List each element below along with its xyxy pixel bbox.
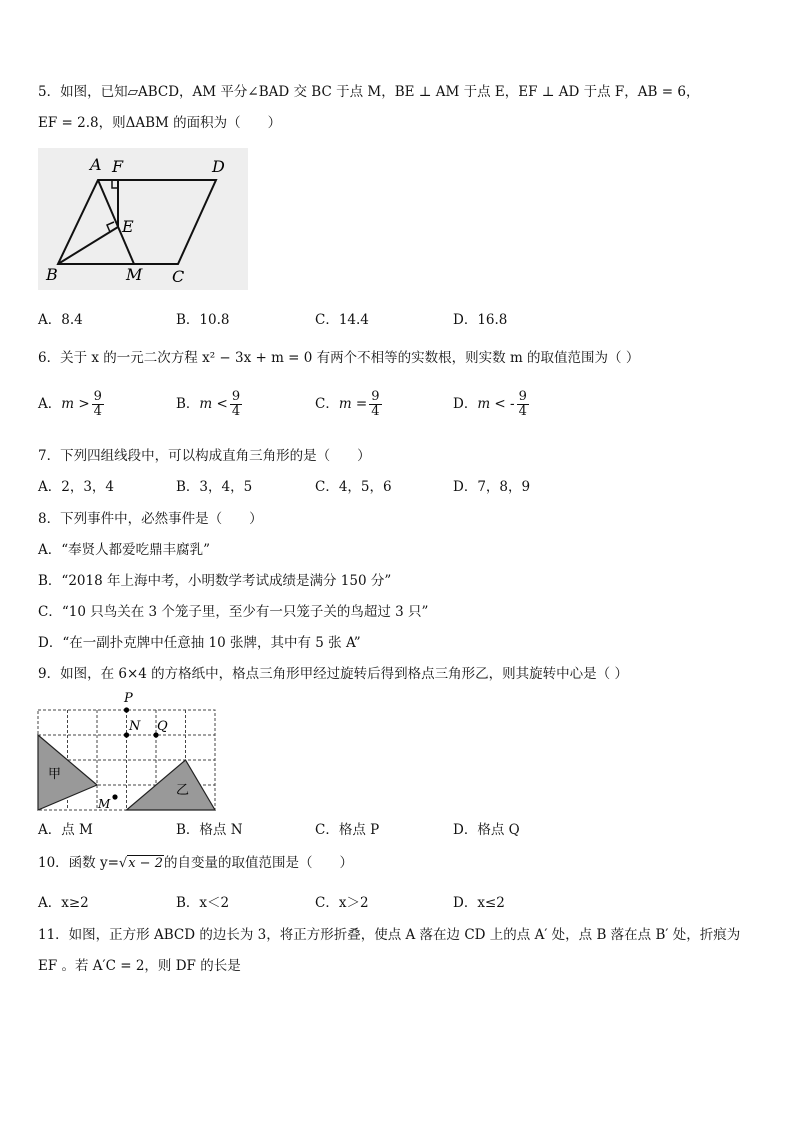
label-M: M (98, 797, 111, 811)
q7-option-a: A．2，3，4 (38, 479, 115, 495)
q10-option-c: C．x＞2 (315, 895, 369, 911)
q10-stem: 10．函数 y=√x − 2的自变量的取值范围是（ ） (38, 855, 353, 871)
q8-stem: 8．下列事件中，必然事件是（ ） (38, 511, 263, 527)
q5-option-c: C．14.4 (315, 312, 369, 328)
q8-option-a: A．“奉贤人都爱吃鼎丰腐乳” (38, 542, 211, 558)
q6-option-c: C．m = $\frac{9}{4}$ (315, 389, 380, 419)
q9-grid-figure (36, 690, 222, 814)
q6-option-b: B．m < $\frac{9}{4}$ (176, 389, 241, 419)
q5-stem-line2: EF = 2.8，则ΔABM 的面积为（ ） (38, 115, 282, 131)
q9-option-d: D．格点 Q (453, 822, 520, 838)
label-yi: 乙 (176, 783, 190, 798)
q8-option-b: B．“2018 年上海中考，小明数学考试成绩是满分 150 分” (38, 573, 392, 589)
q7-stem: 7．下列四组线段中，可以构成直角三角形的是（ ） (38, 448, 371, 464)
q6-option-a: A．m > $\frac{9}{4}$ (38, 389, 102, 419)
q7-option-b: B．3，4，5 (176, 479, 253, 495)
label-D: D (212, 157, 225, 176)
label-M: M (126, 265, 143, 284)
label-C: C (172, 267, 185, 286)
label-A: A (90, 155, 102, 174)
q8-option-d: D．“在一副扑克牌中任意抽 10 张牌，其中有 5 张 A” (38, 635, 361, 651)
q11-stem-line2: EF 。若 A′C = 2，则 DF 的长是 (38, 958, 241, 974)
point-p (124, 707, 129, 712)
q5-option-d: D．16.8 (453, 312, 508, 328)
q5-option-a: A．8.4 (38, 312, 83, 328)
point-m (112, 794, 117, 799)
label-B: B (46, 265, 58, 284)
label-N: N (129, 719, 141, 734)
label-P: P (124, 691, 133, 706)
q8-option-c: C．“10 只鸟关在 3 个笼子里，至少有一只笼子关的鸟超过 3 只” (38, 604, 429, 620)
label-E: E (122, 217, 134, 236)
q10-option-b: B．x＜2 (176, 895, 230, 911)
q10-option-a: A．x≥2 (38, 895, 89, 911)
q10-option-d: D．x≤2 (453, 895, 505, 911)
label-jia: 甲 (48, 767, 62, 782)
q6-option-d: D．m < - $\frac{9}{4}$ (453, 389, 527, 419)
label-Q: Q (157, 719, 168, 734)
q11-stem-line1: 11．如图，正方形 ABCD 的边长为 3，将正方形折叠，使点 A 落在边 CD 上的点 A′ 处，点 B 落在点 B′ 处，折痕为 (38, 927, 741, 943)
q9-option-c: C．格点 P (315, 822, 380, 838)
q5-option-b: B．10.8 (176, 312, 230, 328)
q5-parallelogram-figure (38, 148, 248, 290)
label-F: F (112, 157, 124, 176)
q9-option-b: B．格点 N (176, 822, 243, 838)
q9-option-a: A．点 M (38, 822, 93, 838)
q9-stem: 9．如图，在 6×4 的方格纸中，格点三角形甲经过旋转后得到格点三角形乙，则其旋转中心是（ ） (38, 666, 628, 682)
q7-option-d: D．7，8，9 (453, 479, 531, 495)
q6-stem: 6．关于 x 的一元二次方程 x² − 3x + m = 0 有两个不相等的实数根，则实数 m 的取值范围为（ ） (38, 350, 640, 366)
q5-stem-line1: 5．如图，已知▱ABCD，AM 平分∠BAD 交 BC 于点 M，BE ⊥ AM 于点 E，EF ⊥ AD 于点 F，AB = 6， (38, 84, 700, 100)
q7-option-c: C．4，5，6 (315, 479, 392, 495)
